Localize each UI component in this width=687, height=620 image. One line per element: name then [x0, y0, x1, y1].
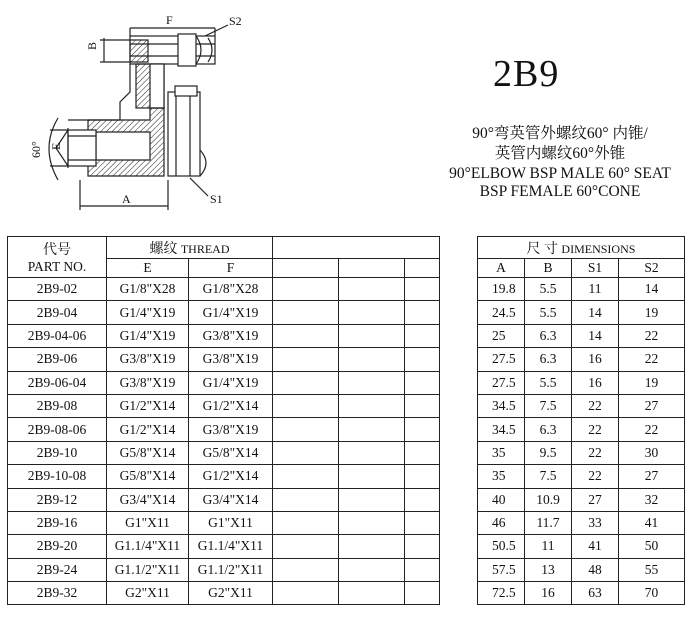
part-number-cell: 2B9-06 — [8, 348, 107, 371]
thread-E-cell: G3/4"X14 — [107, 488, 189, 511]
dim-S1-label: S1 — [210, 192, 223, 206]
table-row — [8, 278, 685, 301]
dim-S2-cell: 19 — [619, 371, 685, 394]
dim-A-cell: 34.5 — [478, 418, 525, 441]
thread-F-cell: G1/4"X19 — [189, 371, 273, 394]
gap-cell — [440, 259, 478, 278]
blank-cell — [405, 371, 440, 394]
gap-cell — [440, 278, 478, 301]
gap-cell — [440, 465, 478, 488]
part-number-cell: 2B9-04 — [8, 301, 107, 324]
gap-cell — [440, 511, 478, 534]
table-row — [8, 348, 685, 371]
dim-B-cell: 13 — [525, 558, 572, 581]
blank-cell — [339, 511, 405, 534]
gap-cell — [440, 371, 478, 394]
thread-E-cell: G3/8"X19 — [107, 371, 189, 394]
part-number-cell: 2B9-16 — [8, 511, 107, 534]
blank-cell — [405, 394, 440, 417]
blank-col — [339, 259, 405, 278]
dim-B-cell: 5.5 — [525, 278, 572, 301]
blank-cell — [339, 441, 405, 464]
blank-cell — [339, 465, 405, 488]
gap-cell — [440, 324, 478, 347]
dim-S2-label: S2 — [229, 14, 242, 28]
dim-S1-cell: 22 — [572, 441, 619, 464]
table-row — [8, 582, 685, 605]
blank-cell — [273, 582, 339, 605]
thread-E-cell: G2"X11 — [107, 582, 189, 605]
blank-header — [273, 237, 440, 259]
blank-cell — [339, 394, 405, 417]
dim-S2-cell: 32 — [619, 488, 685, 511]
table-row — [8, 558, 685, 581]
dim-B-cell: 10.9 — [525, 488, 572, 511]
dim-S2-cell: 41 — [619, 511, 685, 534]
thread-E-cell: G1.1/4"X11 — [107, 535, 189, 558]
thread-header-en: THREAD — [180, 241, 230, 256]
dim-S1-cell: 22 — [572, 418, 619, 441]
col-A-header: A — [478, 259, 525, 278]
thread-F-cell: G5/8"X14 — [189, 441, 273, 464]
blank-cell — [405, 465, 440, 488]
dim-S1-cell: 22 — [572, 394, 619, 417]
dim-A-cell: 27.5 — [478, 348, 525, 371]
blank-cell — [405, 278, 440, 301]
dim-B-label: B — [85, 41, 99, 50]
dimensions-header-en: DIMENSIONS — [561, 241, 636, 256]
blank-cell — [405, 301, 440, 324]
thread-F-cell: G1/8"X28 — [189, 278, 273, 301]
dim-A-cell: 34.5 — [478, 394, 525, 417]
part-number-cell: 2B9-04-06 — [8, 324, 107, 347]
dim-S1-cell: 22 — [572, 465, 619, 488]
description-en-line1: 90°ELBOW BSP MALE 60° SEAT — [449, 165, 671, 182]
dim-B-cell: 16 — [525, 582, 572, 605]
blank-cell — [339, 371, 405, 394]
col-S1-header: S1 — [572, 259, 619, 278]
dim-S1-cell: 14 — [572, 301, 619, 324]
table-row — [8, 418, 685, 441]
dim-S1-cell: 16 — [572, 348, 619, 371]
dim-S2-cell: 22 — [619, 348, 685, 371]
blank-cell — [273, 418, 339, 441]
table-row — [8, 301, 685, 324]
dim-S2-cell: 30 — [619, 441, 685, 464]
thread-E-cell: G1"X11 — [107, 511, 189, 534]
dim-S2-cell: 27 — [619, 465, 685, 488]
dim-B-cell: 5.5 — [525, 301, 572, 324]
thread-F-cell: G1.1/4"X11 — [189, 535, 273, 558]
part-number-cell: 2B9-08-06 — [8, 418, 107, 441]
thread-E-cell: G5/8"X14 — [107, 465, 189, 488]
dim-S2-cell: 70 — [619, 582, 685, 605]
thread-E-cell: G1/4"X19 — [107, 301, 189, 324]
dim-B-cell: 6.3 — [525, 418, 572, 441]
blank-cell — [273, 371, 339, 394]
thread-F-cell: G3/8"X19 — [189, 418, 273, 441]
part-number-cell: 2B9-24 — [8, 558, 107, 581]
product-code: 2B9 — [493, 53, 560, 95]
col-B-header: B — [525, 259, 572, 278]
dim-B-cell: 5.5 — [525, 371, 572, 394]
dim-S2-cell: 55 — [619, 558, 685, 581]
dim-S1-cell: 48 — [572, 558, 619, 581]
dim-B-cell: 6.3 — [525, 324, 572, 347]
blank-cell — [339, 418, 405, 441]
blank-cell — [339, 348, 405, 371]
thread-E-cell: G1/2"X14 — [107, 418, 189, 441]
blank-cell — [405, 535, 440, 558]
dim-A-cell: 46 — [478, 511, 525, 534]
blank-cell — [273, 441, 339, 464]
table-row — [8, 488, 685, 511]
partno-header-cn: 代号 — [43, 243, 71, 258]
gap-cell — [440, 535, 478, 558]
gap-cell — [440, 558, 478, 581]
dim-B-cell: 6.3 — [525, 348, 572, 371]
table-row — [8, 441, 685, 464]
dim-S2-cell: 19 — [619, 301, 685, 324]
thread-header-cn: 螺纹 — [149, 241, 178, 257]
dim-A-cell: 72.5 — [478, 582, 525, 605]
blank-cell — [273, 535, 339, 558]
dimensions-header — [478, 237, 685, 259]
dim-A-cell: 25 — [478, 324, 525, 347]
dim-F-label: F — [166, 13, 173, 27]
dim-S2-cell: 27 — [619, 394, 685, 417]
thread-F-cell: G3/8"X19 — [189, 348, 273, 371]
thread-header — [107, 237, 273, 259]
blank-cell — [405, 558, 440, 581]
dim-B-cell: 7.5 — [525, 394, 572, 417]
description-en-line2: BSP FEMALE 60°CONE — [479, 183, 641, 200]
thread-E-cell: G1/8"X28 — [107, 278, 189, 301]
thread-E-cell: G3/8"X19 — [107, 348, 189, 371]
thread-F-cell: G1"X11 — [189, 511, 273, 534]
thread-F-cell: G1/2"X14 — [189, 394, 273, 417]
gap-cell — [440, 348, 478, 371]
blank-cell — [273, 324, 339, 347]
dim-A-cell: 24.5 — [478, 301, 525, 324]
dim-B-cell: 7.5 — [525, 465, 572, 488]
dim-S1-cell: 33 — [572, 511, 619, 534]
dim-A-cell: 19.8 — [478, 278, 525, 301]
dim-S1-cell: 63 — [572, 582, 619, 605]
gap-cell — [440, 582, 478, 605]
part-number-cell: 2B9-32 — [8, 582, 107, 605]
gap-cell — [440, 301, 478, 324]
dim-S2-cell: 22 — [619, 324, 685, 347]
blank-cell — [405, 324, 440, 347]
blank-cell — [273, 394, 339, 417]
table-row — [8, 324, 685, 347]
dim-S2-cell: 50 — [619, 535, 685, 558]
blank-cell — [339, 278, 405, 301]
part-number-cell: 2B9-06-04 — [8, 371, 107, 394]
part-number-cell: 2B9-12 — [8, 488, 107, 511]
dim-A-cell: 50.5 — [478, 535, 525, 558]
table-row — [8, 371, 685, 394]
blank-cell — [339, 301, 405, 324]
blank-cell — [273, 301, 339, 324]
gap-cell — [440, 418, 478, 441]
dim-A-label: A — [122, 192, 131, 206]
thread-F-cell: G3/4"X14 — [189, 488, 273, 511]
gap-cell — [440, 441, 478, 464]
part-number-cell: 2B9-20 — [8, 535, 107, 558]
elbow-fitting-drawing — [0, 0, 440, 235]
blank-cell — [339, 558, 405, 581]
blank-cell — [339, 324, 405, 347]
blank-cell — [273, 511, 339, 534]
partno-header — [8, 237, 107, 278]
thread-F-cell: G1.1/2"X11 — [189, 558, 273, 581]
dim-S1-cell: 41 — [572, 535, 619, 558]
col-S2-header: S2 — [619, 259, 685, 278]
thread-F-cell: G2"X11 — [189, 582, 273, 605]
dimensions-header-cn: 尺 寸 — [526, 241, 559, 257]
dim-B-cell: 11.7 — [525, 511, 572, 534]
dim-S1-cell: 11 — [572, 278, 619, 301]
thread-F-cell: G3/8"X19 — [189, 324, 273, 347]
dim-S1-cell: 27 — [572, 488, 619, 511]
blank-cell — [273, 348, 339, 371]
gap-cell — [440, 237, 478, 259]
description-cn-line2: 英管内螺纹60°外锥 — [494, 145, 626, 162]
table-row — [8, 535, 685, 558]
blank-cell — [405, 488, 440, 511]
dim-A-cell: 40 — [478, 488, 525, 511]
thread-F-cell: G1/4"X19 — [189, 301, 273, 324]
part-number-cell: 2B9-02 — [8, 278, 107, 301]
dim-A-cell: 35 — [478, 441, 525, 464]
blank-col — [405, 259, 440, 278]
blank-cell — [273, 558, 339, 581]
partno-header-en: PART NO. — [27, 259, 87, 274]
dim-A-cell: 35 — [478, 465, 525, 488]
part-number-cell: 2B9-08 — [8, 394, 107, 417]
part-number-cell: 2B9-10 — [8, 441, 107, 464]
dim-B-cell: 11 — [525, 535, 572, 558]
thread-E-cell: G1/4"X19 — [107, 324, 189, 347]
dim-A-cell: 57.5 — [478, 558, 525, 581]
gap-cell — [440, 488, 478, 511]
dim-S1-cell: 16 — [572, 371, 619, 394]
col-E-header: E — [107, 259, 189, 278]
description-cn-line1: 90°弯英管外螺纹60° 内锥/ — [472, 125, 648, 142]
dim-E-label: E — [49, 142, 63, 150]
angle-label: 60° — [29, 141, 43, 158]
blank-cell — [405, 441, 440, 464]
blank-cell — [405, 348, 440, 371]
blank-cell — [405, 418, 440, 441]
spec-table — [7, 236, 685, 605]
blank-cell — [339, 488, 405, 511]
table-row — [8, 465, 685, 488]
thread-E-cell: G1.1/2"X11 — [107, 558, 189, 581]
gap-cell — [440, 394, 478, 417]
part-number-cell: 2B9-10-08 — [8, 465, 107, 488]
col-F-header: F — [189, 259, 273, 278]
dim-B-cell: 9.5 — [525, 441, 572, 464]
thread-F-cell: G1/2"X14 — [189, 465, 273, 488]
blank-cell — [339, 582, 405, 605]
blank-cell — [339, 535, 405, 558]
blank-cell — [273, 465, 339, 488]
table-row — [8, 394, 685, 417]
table-row — [8, 511, 685, 534]
dim-S1-cell: 14 — [572, 324, 619, 347]
blank-cell — [273, 278, 339, 301]
thread-E-cell: G5/8"X14 — [107, 441, 189, 464]
blank-cell — [273, 488, 339, 511]
blank-cell — [405, 511, 440, 534]
dim-A-cell: 27.5 — [478, 371, 525, 394]
thread-E-cell: G1/2"X14 — [107, 394, 189, 417]
dim-S2-cell: 14 — [619, 278, 685, 301]
blank-col — [273, 259, 339, 278]
blank-cell — [405, 582, 440, 605]
dim-S2-cell: 22 — [619, 418, 685, 441]
